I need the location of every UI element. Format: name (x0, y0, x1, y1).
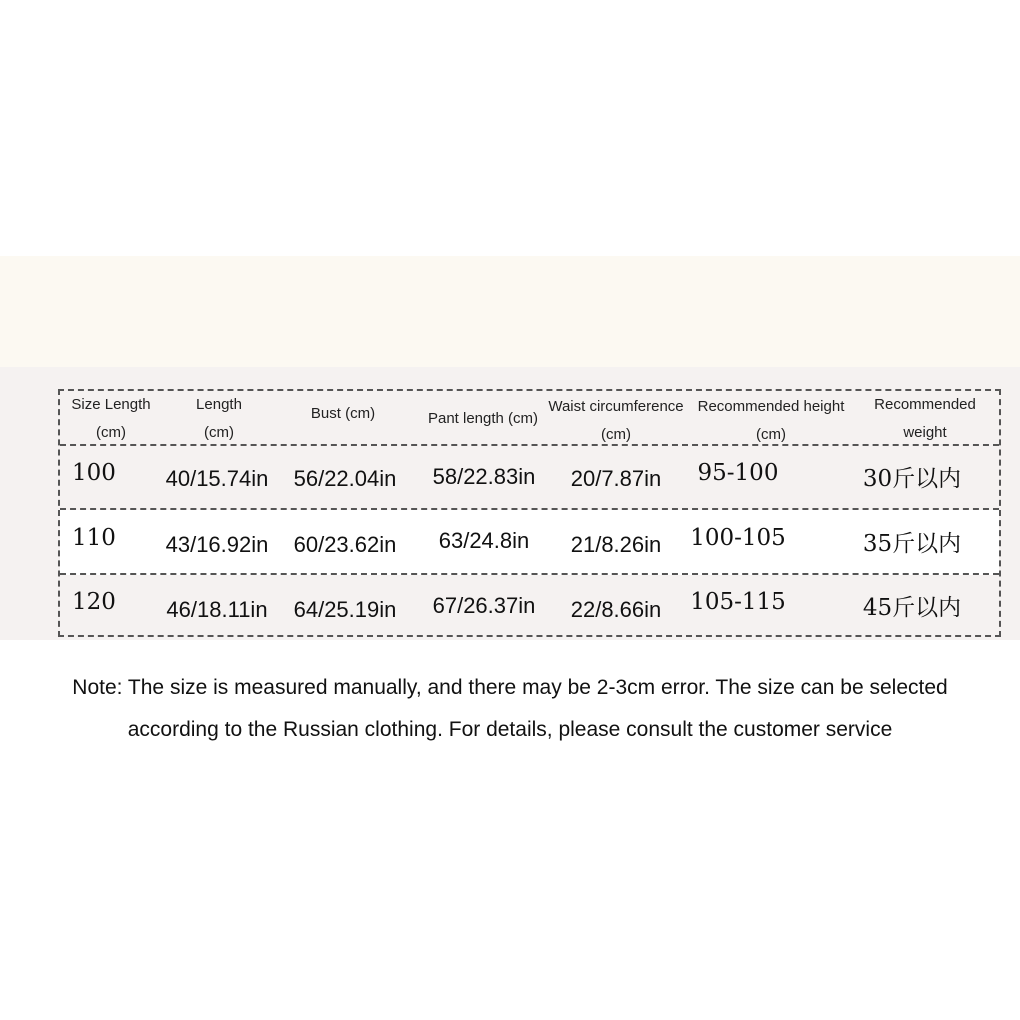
header-line: weight (903, 424, 947, 441)
cell-waist: 20/7.87in (570, 466, 662, 491)
cell-weight: 30斤以内 (862, 466, 962, 492)
note-line-1: Note: The size is measured manually, and there may be 2-3cm error. The size can be selected (72, 676, 948, 699)
cell-height: 100-105 (690, 525, 786, 551)
header-line: Size Length (71, 396, 151, 413)
table-header-row (60, 391, 999, 446)
cell-bust: 56/22.04in (293, 466, 397, 491)
size-chart-table (58, 389, 1001, 637)
cell-height: 95-100 (697, 460, 779, 486)
cell-pant: 58/22.83in (432, 464, 536, 489)
header-line: Length (196, 396, 242, 413)
cell-weight: 35斤以内 (862, 531, 962, 557)
cell-pant: 63/24.8in (438, 528, 530, 553)
cell-size: 100 (72, 460, 116, 486)
note-line-2: according to the Russian clothing. For details, please consult the customer service (127, 718, 893, 741)
header-weight (860, 391, 990, 447)
header-line: Bust (cm) (310, 405, 376, 422)
header-bust (288, 400, 398, 428)
table-row (60, 575, 999, 635)
header-height (690, 393, 852, 449)
header-waist (542, 393, 690, 449)
header-line: Waist circumference (548, 398, 684, 415)
cell-length: 46/18.11in (166, 597, 268, 622)
header-line: (cm) (204, 424, 234, 441)
cell-weight: 45斤以内 (862, 595, 962, 621)
cell-height: 105-115 (690, 589, 786, 615)
cell-waist: 22/8.66in (570, 597, 662, 622)
cell-length: 40/15.74in (165, 466, 269, 491)
header-line: (cm) (601, 426, 631, 443)
header-line: Recommended height (697, 398, 845, 415)
cell-bust: 60/23.62in (293, 532, 397, 557)
cell-size: 120 (72, 589, 116, 615)
header-line: (cm) (756, 426, 786, 443)
cell-length: 43/16.92in (165, 532, 269, 557)
cell-size: 110 (72, 525, 116, 551)
header-length (166, 391, 272, 447)
table-row (60, 446, 999, 510)
header-line: Recommended (874, 396, 976, 413)
cell-bust: 64/25.19in (293, 597, 397, 622)
header-pant-length (420, 405, 546, 433)
cell-pant: 67/26.37in (432, 593, 536, 618)
top-beige-band (0, 256, 1020, 367)
cell-waist: 21/8.26in (570, 532, 662, 557)
header-line: Pant length (cm) (427, 410, 539, 427)
header-line: (cm) (96, 424, 126, 441)
table-row (60, 510, 999, 575)
header-size-length (62, 391, 160, 447)
